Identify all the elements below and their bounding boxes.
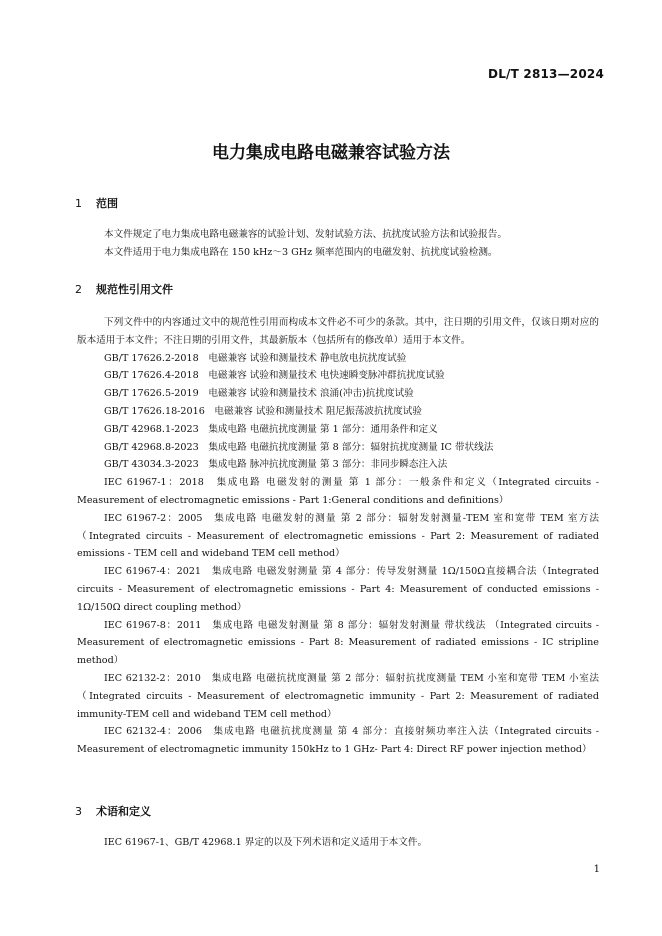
section-heading-scope — [75, 195, 118, 211]
scope-body — [77, 226, 599, 262]
section-heading-terms-and-definitions — [75, 803, 151, 819]
reference-item: GB/T 17626.4-2018 电磁兼容 试验和测量技术 电快速瞬变脉冲群抗扰度试验 — [104, 370, 445, 382]
section-title: 规范性引用文件 — [96, 283, 173, 296]
reference-item: IEC 61967-8：2011 集成电路 电磁发射测量 第 8 部分：辐射发射测量 带状线法 （Integrated circuits - Measurement of electromagnetic emissions - Part 8: Measurement of radiated emissions - IC stripline method） — [77, 619, 599, 667]
reference-item: GB/T 43034.3-2023 集成电路 脉冲抗扰度测量 第 3 部分：非同步瞬态注入法 — [104, 459, 448, 471]
reference-item: IEC 62132-2：2010 集成电路 电磁抗扰度测量 第 2 部分：辐射抗扰度测量 TEM 小室和宽带 TEM 小室法（Integrated circuits - Measurement of electromagnetic immunity - Part 2: Measurement of radiated immunity-TEM cell and wideband TEM cell method） — [77, 672, 599, 720]
document-code: DL/T 2813—2024 — [488, 67, 604, 81]
reference-item: IEC 62132-4：2006 集成电路 电磁抗扰度测量 第 4 部分：直接射频功率注入法（Integrated circuits - Measurement of electromagnetic immunity 150kHz to 1 GHz- Part 4: Direct RF power injection method） — [77, 726, 599, 756]
reference-item: IEC 61967-1：2018 集成电路 电磁发射的测量 第 1 部分：一般条件和定义（Integrated circuits - Measurement of electromagnetic emissions - Part 1:General conditions and definitions） — [77, 477, 599, 506]
reference-item: IEC 61967-4：2021 集成电路 电磁发射测量 第 4 部分：传导发射测量 1Ω/150Ω直接耦合法（Integrated circuits - Measurement of electromagnetic emissions - Part 4: Measurement of conducted emissions - 1Ω/150Ω direct coupling method） — [77, 566, 599, 613]
paragraph: IEC 61967-1、GB/T 42968.1 界定的以及下列术语和定义适用于本文件。 — [104, 837, 428, 848]
section-title: 术语和定义 — [96, 805, 151, 818]
section-number: 3 — [75, 805, 82, 818]
reference-item: GB/T 42968.1-2023 集成电路 电磁抗扰度测量 第 1 部分：通用条件和定义 — [104, 423, 438, 435]
section-heading-normative-references — [75, 281, 173, 297]
reference-item: IEC 61967-2：2005 集成电路 电磁发射的测量 第 2 部分：辐射发射测量-TEM 室和宽带 TEM 室方法（Integrated circuits - Measurement of electromagnetic emissions - Part 2: Measurement of radiated emissions - TEM cell and wideband TEM cell method） — [77, 512, 599, 560]
document-title: 电力集成电路电磁兼容试验方法 — [212, 143, 450, 163]
paragraph: 本文件适用于电力集成电路在 150 kHz～3 GHz 频率范围内的电磁发射、抗扰度试验检测。 — [104, 246, 498, 258]
terms-body — [77, 834, 599, 852]
reference-item: GB/T 42968.8-2023 集成电路 电磁抗扰度测量 第 8 部分：辐射抗扰度测量 IC 带状线法 — [104, 441, 494, 453]
section-number: 1 — [75, 197, 82, 210]
paragraph: 下列文件中的内容通过文中的规范性引用而构成本文件必不可少的条款。其中，注日期的引用文件，仅该日期对应的版本适用于本文件；不注日期的引用文件，其最新版本（包括所有的修改单）适用于本文件。 — [77, 317, 599, 346]
page-number: 1 — [593, 864, 600, 875]
reference-item: GB/T 17626.2-2018 电磁兼容 试验和测量技术 静电放电抗扰度试验 — [104, 352, 407, 364]
reference-item: GB/T 17626.5-2019 电磁兼容 试验和测量技术 浪涌(冲击)抗扰度试验 — [104, 388, 414, 400]
paragraph: 本文件规定了电力集成电路电磁兼容的试验计划、发射试验方法、抗扰度试验方法和试验报告。 — [104, 229, 507, 240]
normative-references-body — [77, 314, 599, 759]
section-number: 2 — [75, 283, 82, 296]
reference-item: GB/T 17626.18-2016 电磁兼容 试验和测量技术 阻尼振荡波抗扰度试验 — [104, 405, 422, 417]
section-title: 范围 — [96, 197, 118, 210]
